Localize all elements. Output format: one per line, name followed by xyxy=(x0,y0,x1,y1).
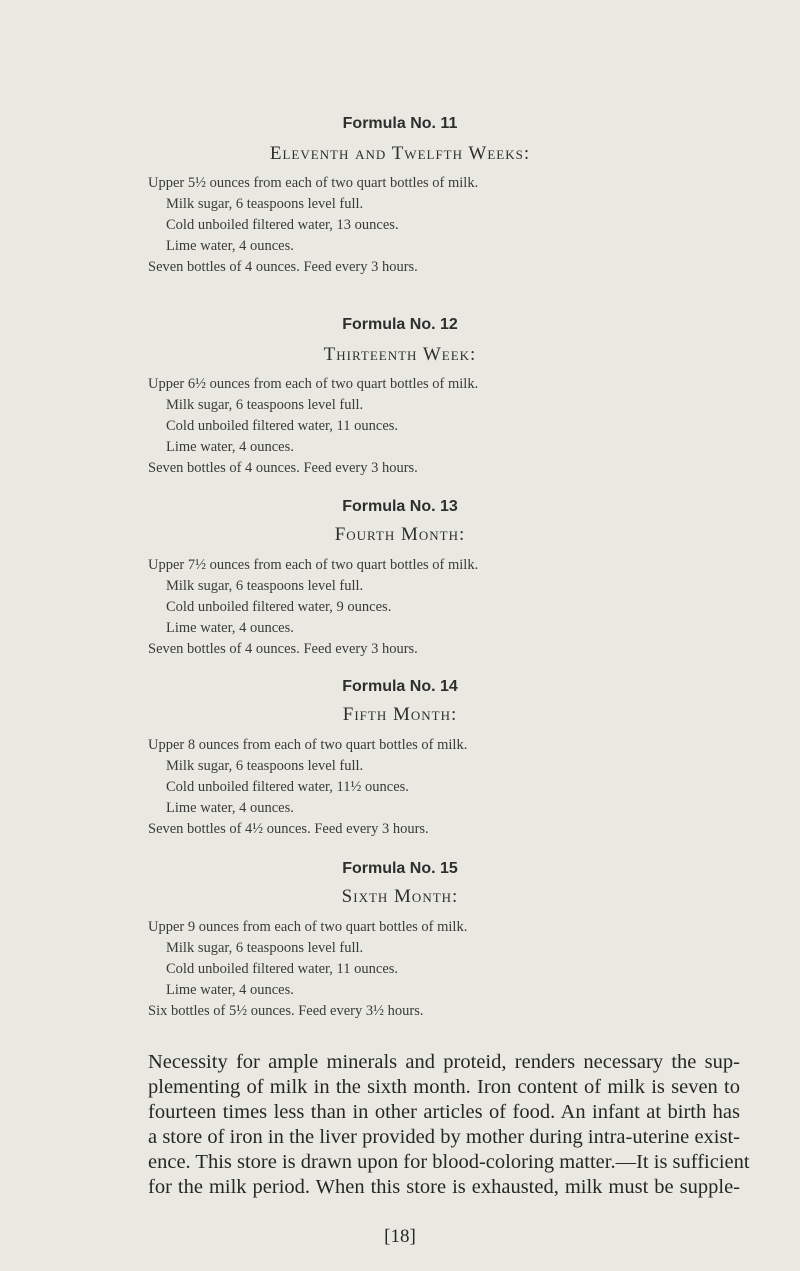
formula-number: Formula No. 14 xyxy=(342,678,458,695)
formula-line: Seven bottles of 4 ounces. Feed every 3 hours. xyxy=(148,259,418,275)
formula-heading: Sixth Month: xyxy=(341,886,459,907)
paragraph-line: plementing of milk in the sixth month. Iron content of milk is seven to xyxy=(148,1076,740,1098)
body-paragraph xyxy=(148,1050,750,1200)
formula-line: Milk sugar, 6 teaspoons level full. xyxy=(166,940,364,956)
formula-line: Seven bottles of 4 ounces. Feed every 3 hours. xyxy=(148,460,418,476)
formula-line: Milk sugar, 6 teaspoons level full. xyxy=(166,578,364,594)
formula-line: Six bottles of 5½ ounces. Feed every 3½ hours. xyxy=(148,1003,424,1019)
formula-line: Lime water, 4 ounces. xyxy=(166,238,294,254)
formula-line: Cold unboiled filtered water, 11 ounces. xyxy=(166,961,399,977)
formula-line: Upper 9 ounces from each of two quart bottles of milk. xyxy=(148,919,468,935)
paragraph-line: fourteen times less than in other articles of food. An infant at birth has xyxy=(148,1101,740,1123)
formula-line: Milk sugar, 6 teaspoons level full. xyxy=(166,397,364,413)
formula-line: Seven bottles of 4 ounces. Feed every 3 hours. xyxy=(148,641,418,657)
formula-line: Upper 6½ ounces from each of two quart bottles of milk. xyxy=(148,376,479,392)
formula-line: Upper 5½ ounces from each of two quart bottles of milk. xyxy=(148,175,479,191)
page-number: [18] xyxy=(384,1226,416,1247)
formula-number: Formula No. 15 xyxy=(342,860,458,877)
formula-line: Lime water, 4 ounces. xyxy=(166,982,294,998)
formula-line: Cold unboiled filtered water, 11½ ounces. xyxy=(166,779,409,795)
formula-number: Formula No. 12 xyxy=(342,316,458,333)
paragraph-line: Necessity for ample minerals and proteid, renders necessary the sup- xyxy=(148,1051,740,1073)
paragraph-line: ence. This store is drawn upon for blood-coloring matter.—It is sufficient xyxy=(148,1151,750,1173)
formula-line: Cold unboiled filtered water, 11 ounces. xyxy=(166,418,399,434)
formula-line: Upper 7½ ounces from each of two quart bottles of milk. xyxy=(148,557,479,573)
formula-line: Milk sugar, 6 teaspoons level full. xyxy=(166,196,364,212)
formula-line: Seven bottles of 4½ ounces. Feed every 3 hours. xyxy=(148,821,429,837)
formula-line: Cold unboiled filtered water, 13 ounces. xyxy=(166,217,399,233)
formula-line: Lime water, 4 ounces. xyxy=(166,620,294,636)
formula-line: Upper 8 ounces from each of two quart bottles of milk. xyxy=(148,737,468,753)
formula-heading: Eleventh and Twelfth Weeks: xyxy=(269,143,531,164)
formula-line: Lime water, 4 ounces. xyxy=(166,800,294,816)
formula-line: Milk sugar, 6 teaspoons level full. xyxy=(166,758,364,774)
paragraph-line: a store of iron in the liver provided by mother during intra-uterine exist- xyxy=(148,1126,740,1148)
formula-line: Cold unboiled filtered water, 9 ounces. xyxy=(166,599,392,615)
paragraph-line: for the milk period. When this store is exhausted, milk must be supple- xyxy=(148,1176,740,1198)
formula-heading: Fourth Month: xyxy=(334,524,466,545)
formula-number: Formula No. 13 xyxy=(342,498,458,515)
formula-number: Formula No. 11 xyxy=(342,115,458,132)
formula-heading: Thirteenth Week: xyxy=(323,344,477,365)
formula-heading: Fifth Month: xyxy=(342,704,458,725)
formula-line: Lime water, 4 ounces. xyxy=(166,439,294,455)
